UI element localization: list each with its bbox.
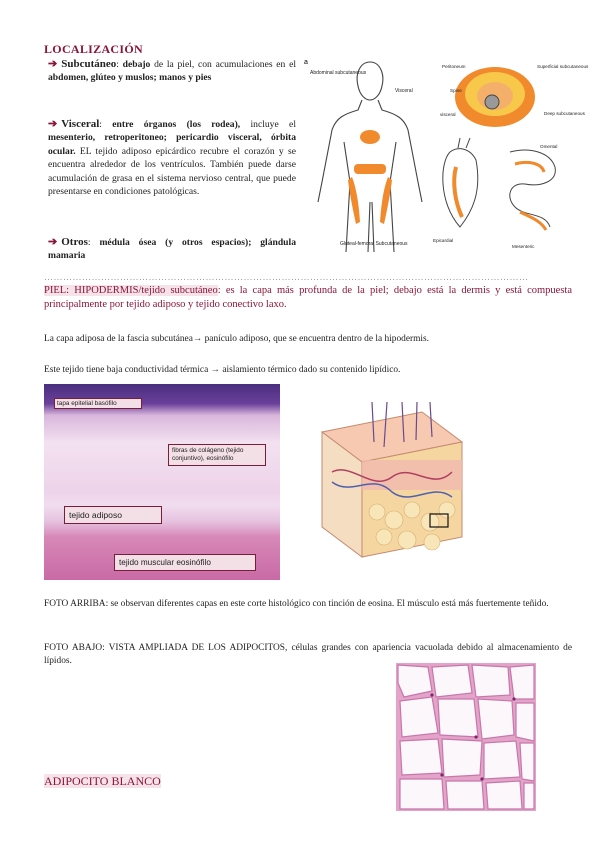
- label-fibras: fibras de colágeno (tejido conjuntivo), eosinófilo: [168, 444, 266, 466]
- bullet-text: de la piel, con acumulaciones en el: [150, 59, 296, 70]
- label-tejido-muscular: tejido muscular eosinófilo: [114, 554, 256, 571]
- intestine-drawing: [510, 150, 556, 230]
- label-omental: Omental: [540, 144, 558, 149]
- adipocito-title-text: ADIPOCITO BLANCO: [44, 774, 161, 788]
- label-abdominal: Abdominal subcutaneous: [310, 70, 367, 76]
- foto-arriba-paragraph: [44, 598, 572, 611]
- label-gluteal: Gluteal-femoral Subcutaneous: [340, 241, 408, 247]
- bullet-bold: abdomen, glúteo y muslos; manos y pies: [48, 72, 212, 84]
- bullet-subcutaneo: [48, 58, 296, 85]
- bullet-head: Subcutáneo: [61, 58, 117, 70]
- label-peritoneum: Peritoneum: [442, 64, 466, 69]
- label-visceral: Visceral: [395, 88, 413, 94]
- bullet-bold: médula ósea (y otros espacios); glándula mamaria: [48, 237, 296, 262]
- fat-distribution-figure: [300, 52, 589, 262]
- label-superficial: Superficial subcutaneous: [537, 64, 589, 69]
- histology-image: [44, 384, 280, 580]
- piel-text: : es la capa más profunda de la piel; debajo está la dermis y está compuesta principalmente por tejido adiposo y tejido conectivo laxo.: [44, 285, 572, 310]
- foto-abajo-text: , células grandes con apariencia vacuolada debido al almacenamiento de lípidos.: [44, 643, 572, 666]
- label-visceral-section: visceral: [440, 112, 456, 117]
- paragraph-paniculo: La capa adiposa de la fascia subcutánea→ panículo adiposo, que se encuentra dentro de la hipodermis.: [44, 334, 430, 344]
- thigh-fat-right: [380, 177, 392, 224]
- bullet-text: EL tejido adiposo epicárdico recubre el corazón y se encuentra alrededor de los ventrículos. También puede darse acumulación de grasa en el sistema nervioso central, que puede presentarse en condiciones patológicas.: [48, 145, 296, 198]
- figure-letter: a: [304, 59, 308, 66]
- abdomen-cross-section: [455, 67, 535, 127]
- heart-drawing: [443, 138, 478, 227]
- gluteal-fat-depot: [354, 164, 386, 174]
- thigh-fat-left: [348, 177, 360, 224]
- label-mesenteric: Mesenteric: [512, 244, 535, 249]
- foto-arriba-head: FOTO ARRIBA: [44, 599, 106, 609]
- bullet-otros: [48, 236, 296, 263]
- bullet-bold: mesenterio, retroperitoneo; pericardio visceral, órbita ocular.: [48, 132, 296, 157]
- bullet-bold: entre órganos (los rodea),: [112, 119, 241, 130]
- bullet-text: incluye el: [240, 119, 296, 130]
- adipocyte-micrograph: [396, 663, 536, 811]
- bullet-visceral: [48, 118, 296, 198]
- abdominal-fat-depot: [360, 130, 380, 144]
- bullet-text: :: [87, 237, 100, 248]
- label-deep: Deep subcutaneous: [544, 111, 585, 116]
- dotted-separator: ………………………………………………………………………………………………………………………………………: [44, 272, 529, 282]
- label-spine: Spine: [450, 88, 462, 93]
- section-title: LOCALIZACIÓN: [44, 42, 143, 56]
- foto-arriba-text: : se observan diferentes capas en este corte histológico con tinción de eosina. El músculo está más fuertemente teñido.: [105, 599, 549, 609]
- skin-layers-illustration: [312, 402, 472, 557]
- piel-highlight: PIEL: HIPODERMIS/tejido subcutáneo: [44, 285, 218, 296]
- foto-abajo-head: FOTO ABAJO: VISTA AMPLIADA DE LOS ADIPOCITOS: [44, 643, 286, 653]
- arrow-right-icon: ➔: [48, 58, 58, 70]
- bullet-text: :: [116, 59, 123, 70]
- bullet-bold: debajo: [122, 59, 151, 70]
- piel-paragraph: [44, 284, 572, 312]
- bullet-head: Visceral: [61, 118, 100, 130]
- arrow-right-icon: ➔: [48, 236, 58, 248]
- bullet-head: Otros: [61, 236, 88, 248]
- paragraph-conductividad: Este tejido tiene baja conductividad térmica → aislamiento térmico dado su contenido lipídico.: [44, 365, 401, 375]
- label-epicardial: Epicardial: [433, 238, 454, 243]
- bullet-text: :: [99, 119, 113, 130]
- arrow-right-icon: ➔: [48, 118, 58, 130]
- label-tejido-adiposo: tejido adiposo: [64, 506, 162, 524]
- adipocito-title: [44, 774, 161, 789]
- label-epitelial: tapa epitelial basófilo: [54, 398, 142, 409]
